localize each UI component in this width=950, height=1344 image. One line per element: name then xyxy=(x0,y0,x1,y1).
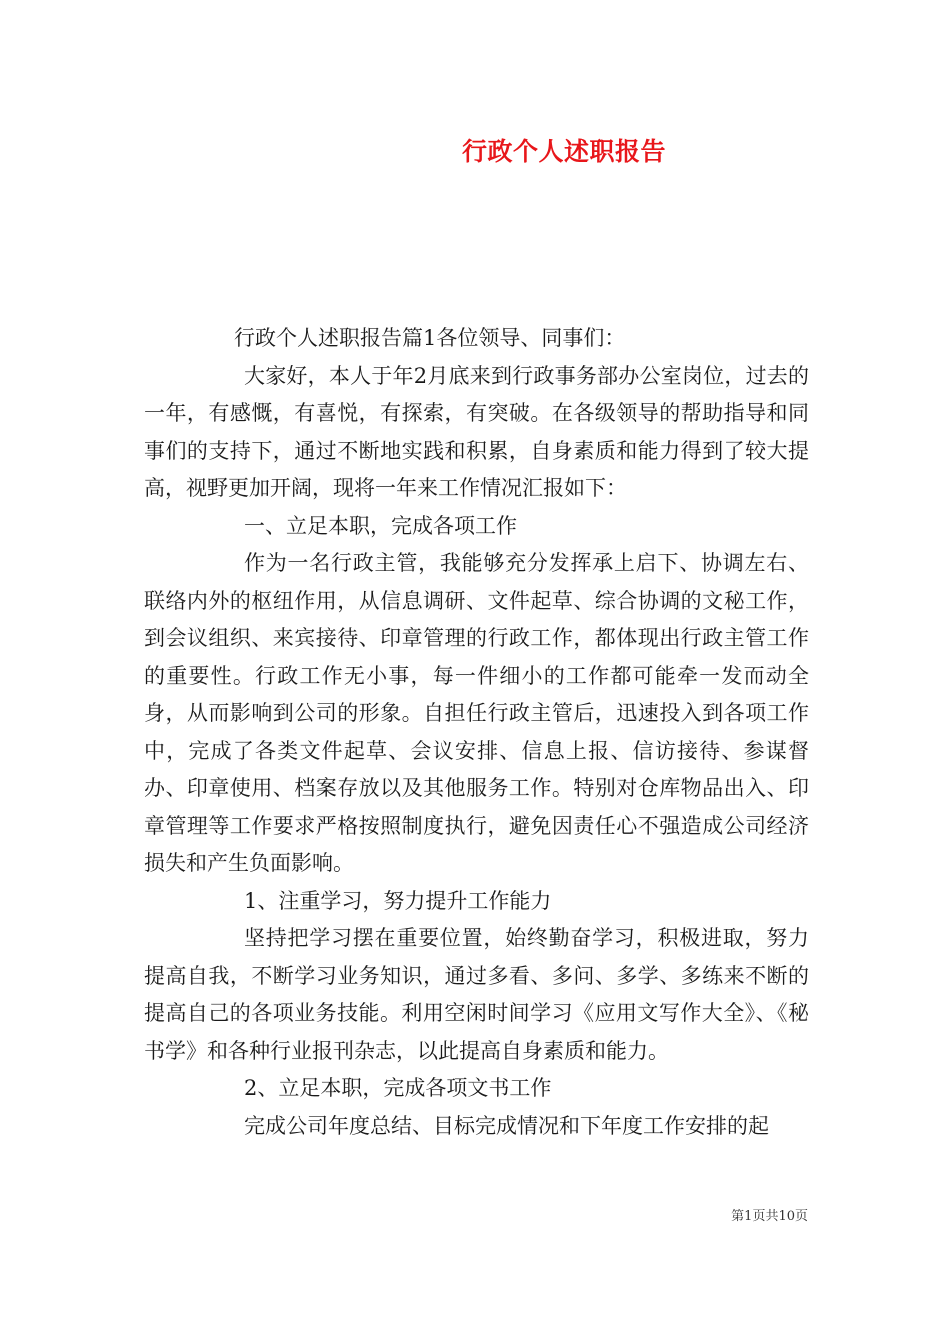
body-paragraph-role: 作为一名行政主管，我能够充分发挥承上启下、协调左右、联络内外的枢纽作用，从信息调研、文件起草、综合协调的文秘工作，到会议组织、来宾接待、印章管理的行政工作，都体现出行政主管工作的重要性。行政工作无小事，每一件细小的工作都可能牵一发而动全身，从而影响到公司的形象。自担任行政主管后，迅速投入到各项工作中，完成了各类文件起草、会议安排、信息上报、信访接待、参谋督办、印章使用、档案存放以及其他服务工作。特别对仓库物品出入、印章管理等工作要求严格按照制度执行，避免因责任心不强造成公司经济损失和产生负面影响。 xyxy=(144,551,809,875)
opening-paragraph: 行政个人述职报告篇1各位领导、同事们： xyxy=(234,326,626,350)
section-heading-1: 一、立足本职，完成各项工作 xyxy=(244,513,517,538)
subsection-heading-2: 2、立足本职，完成各项文书工作 xyxy=(244,1076,552,1100)
greeting-paragraph: 大家好，本人于年2月底来到行政事务部办公室岗位，过去的一年，有感慨，有喜悦，有探索，有突破。在各级领导的帮助指导和同事们的支持下，通过不断地实践和积累，自身素质和能力得到了较大提高，视野更加开阔，现将一年来工作情况汇报如下： xyxy=(144,363,809,500)
body-paragraph-docs: 完成公司年度总结、目标完成情况和下年度工作安排的起 xyxy=(244,1113,769,1138)
document-title: 行政个人述职报告 xyxy=(461,137,666,166)
subsection-heading-1: 1、注重学习，努力提升工作能力 xyxy=(244,888,552,913)
document-body xyxy=(144,320,809,1145)
page-number: 第1页共10页 xyxy=(731,1209,808,1224)
body-paragraph-study: 坚持把学习摆在重要位置，始终勤奋学习，积极进取，努力提高自我，不断学习业务知识，通过多看、多问、多学、多练来不断的提高自己的各项业务技能。利用空闲时间学习《应用文写作大全》、《秘书学》和各种行业报刊杂志，以此提高自身素质和能力。 xyxy=(144,926,809,1063)
